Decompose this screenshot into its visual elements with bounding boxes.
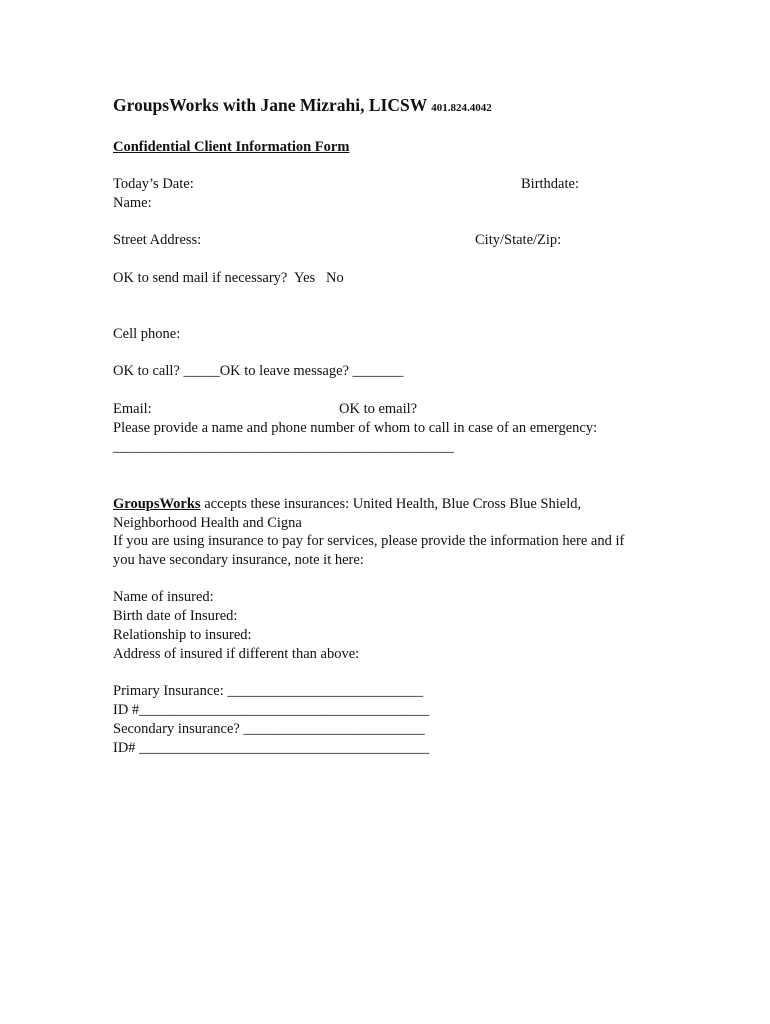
insurance-instructions-1: If you are using insurance to pay for services, please provide the information here and if bbox=[113, 533, 625, 549]
ok-mail-question: OK to send mail if necessary? Yes No bbox=[113, 270, 344, 286]
insurance-instructions-2: you have secondary insurance, note it here: bbox=[113, 552, 364, 568]
birth-date-insured-label: Birth date of Insured: bbox=[113, 608, 238, 624]
secondary-insurance-line: Secondary insurance? _________________________ bbox=[113, 721, 425, 737]
primary-insurance-line: Primary Insurance: ___________________________ bbox=[113, 683, 424, 699]
street-address-label: Street Address: bbox=[113, 232, 202, 248]
todays-date-label: Today’s Date: bbox=[113, 176, 194, 192]
email-label: Email: bbox=[113, 401, 152, 417]
birthdate-label: Birthdate: bbox=[521, 176, 579, 192]
city-state-zip-label: City/State/Zip: bbox=[475, 232, 562, 248]
insurance-accepts-line bbox=[113, 495, 581, 513]
form-title bbox=[113, 96, 492, 117]
ok-call-question: OK to call? _____OK to leave message? _______ bbox=[113, 363, 404, 379]
name-of-insured-label: Name of insured: bbox=[113, 589, 214, 605]
emergency-contact-line: _______________________________________________ bbox=[113, 439, 454, 455]
secondary-id-line: ID# ________________________________________ bbox=[113, 740, 430, 756]
primary-id-line: ID #________________________________________ bbox=[113, 702, 430, 718]
cell-phone-label: Cell phone: bbox=[113, 326, 181, 342]
phone-number: 401.824.4042 bbox=[431, 102, 492, 114]
brand-name: GroupsWorks bbox=[113, 496, 201, 512]
insurance-accepts-line-2: Neighborhood Health and Cigna bbox=[113, 515, 302, 531]
form-subtitle: Confidential Client Information Form bbox=[113, 139, 350, 155]
relationship-label: Relationship to insured: bbox=[113, 627, 252, 643]
emergency-contact-prompt: Please provide a name and phone number of whom to call in case of an emergency: bbox=[113, 420, 598, 436]
address-insured-label: Address of insured if different than above: bbox=[113, 646, 360, 662]
name-label: Name: bbox=[113, 195, 152, 211]
title-text: GroupsWorks with Jane Mizrahi, LICSW bbox=[113, 95, 427, 115]
accepts-text: accepts these insurances: United Health, Blue Cross Blue Shield, bbox=[200, 496, 582, 512]
ok-email-question: OK to email? bbox=[339, 401, 418, 417]
